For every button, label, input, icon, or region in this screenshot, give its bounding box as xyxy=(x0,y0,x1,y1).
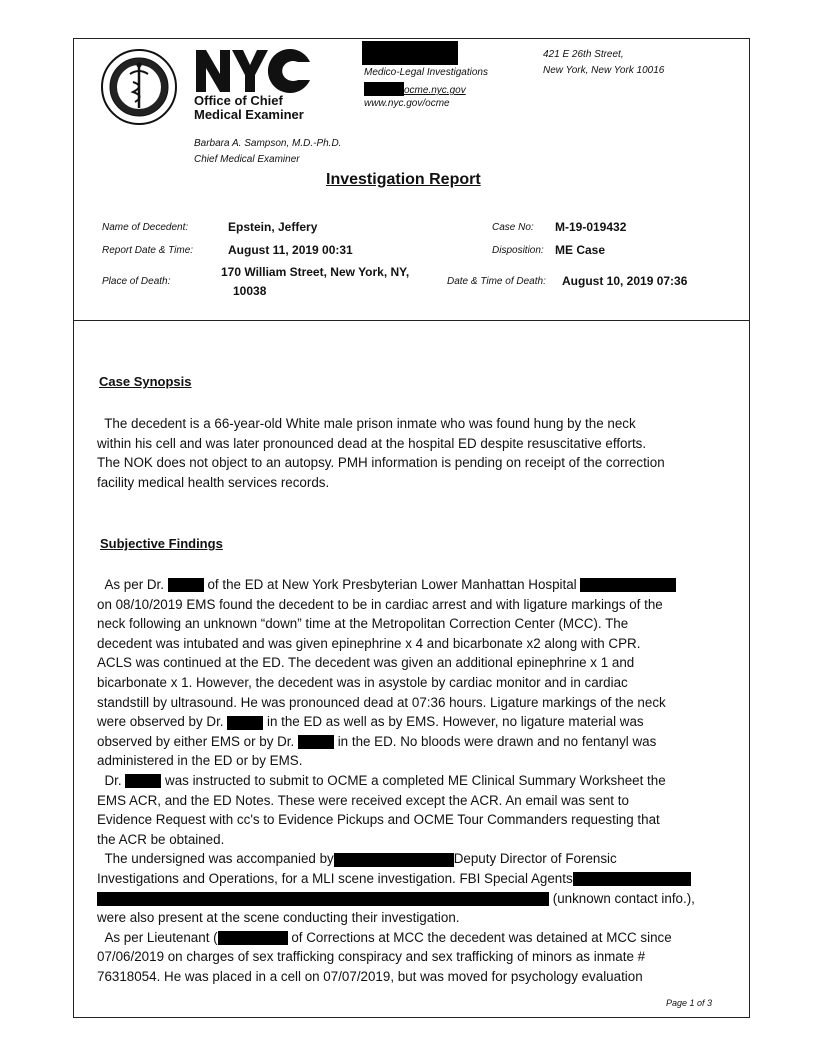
findings-line: 76318054. He was placed in a cell on 07/07/2019, but was moved for psychology evaluation xyxy=(97,968,643,984)
text-run: The undersigned was accompanied by xyxy=(104,851,334,867)
name-label: Name of Decedent: xyxy=(102,222,189,233)
redaction-block xyxy=(573,872,691,886)
text-run: As per Lieutenant ( xyxy=(104,929,218,945)
name-value: Epstein, Jeffery xyxy=(228,220,318,234)
disposition-value: ME Case xyxy=(555,243,606,257)
death-value: August 10, 2019 07:36 xyxy=(562,274,688,288)
text-run: (unknown contact info.), xyxy=(552,890,695,906)
redaction-block xyxy=(334,853,454,867)
report-date-value: August 11, 2019 00:31 xyxy=(228,243,353,257)
findings-line xyxy=(97,869,742,889)
redaction-block xyxy=(298,735,334,749)
findings-line: 07/06/2019 on charges of sex trafficking conspiracy and sex trafficking of minors as inmate # xyxy=(97,949,646,965)
redaction-block xyxy=(580,578,676,592)
place-value-line1: 170 William Street, New York, NY, xyxy=(221,265,410,279)
disposition-label: Disposition: xyxy=(492,245,544,256)
synopsis-line: facility medical health services records. xyxy=(97,474,330,490)
synopsis-line: The NOK does not object to an autopsy. PMH information is pending on receipt of the correction xyxy=(97,455,665,471)
findings-line: ACLS was continued at the ED. The decedent was given an additional epinephrine x 1 and xyxy=(97,655,635,671)
agency-name-line1: Office of Chief xyxy=(194,93,283,108)
email-suffix[interactable]: ocme.nyc.gov xyxy=(404,85,466,96)
text-run: was instructed to submit to OCME a completed ME Clinical Summary Worksheet the xyxy=(165,772,666,788)
text-run: As per Dr. xyxy=(104,577,164,592)
findings-line xyxy=(97,712,742,732)
text-run: were observed by Dr. xyxy=(97,714,224,730)
nyc-logo xyxy=(194,48,312,94)
division-name: Medico-Legal Investigations xyxy=(364,67,488,78)
findings-line: bicarbonate x 1. However, the decedent was in asystole by cardiac monitor and in cardiac xyxy=(97,674,628,690)
text-run: of Corrections at MCC the decedent was detained at MCC since xyxy=(291,929,672,945)
findings-line xyxy=(97,928,742,948)
address-line2: New York, New York 10016 xyxy=(543,65,665,76)
chief-name: Barbara A. Sampson, M.D.-Ph.D. xyxy=(194,138,342,149)
findings-line: standstill by ultrasound. He was pronounced dead at 07:36 hours. Ligature markings of the neck xyxy=(97,694,666,710)
text-run: of the ED at New York Presbyterian Lower Manhattan Hospital xyxy=(207,577,577,592)
agency-name-line2: Medical Examiner xyxy=(194,107,304,122)
text-run: in the ED. No bloods were drawn and no fentanyl was xyxy=(337,733,657,749)
text-run: in the ED as well as by EMS. However, no ligature material was xyxy=(267,714,644,730)
findings-line: neck following an unknown “down” time at the Metropolitan Correction Center (MCC). The xyxy=(97,616,629,632)
findings-line: on 08/10/2019 EMS found the decedent to be in cardiac arrest and with ligature markings of the xyxy=(97,596,663,612)
redaction-block xyxy=(125,774,161,788)
findings-line xyxy=(97,732,742,752)
ocme-seal-icon xyxy=(100,48,178,126)
place-value-line2: 10038 xyxy=(233,284,267,298)
findings-body xyxy=(97,575,742,986)
text-run: Investigations and Operations, for a MLI scene investigation. FBI Special Agents xyxy=(97,870,573,886)
redaction-block xyxy=(364,82,404,96)
place-label: Place of Death: xyxy=(102,276,171,287)
redaction-block xyxy=(227,716,263,730)
redaction-block xyxy=(218,931,288,945)
text-run: observed by either EMS or by Dr. xyxy=(97,733,295,749)
synopsis-line: within his cell and was later pronounced dead at the hospital ED despite resuscitative efforts. xyxy=(97,435,647,451)
findings-line: administered in the ED or by EMS. xyxy=(97,753,303,769)
synopsis-line: The decedent is a 66-year-old White male prison inmate who was found hung by the neck xyxy=(97,416,636,431)
page-number: Page 1 of 3 xyxy=(666,998,713,1008)
text-run: Dr. xyxy=(104,772,122,788)
case-value: M-19-019432 xyxy=(555,220,627,234)
findings-line: decedent was intubated and was given epinephrine x 4 and bicarbonate x2 along with CPR. xyxy=(97,635,641,651)
findings-line xyxy=(97,575,742,595)
findings-line: the ACR be obtained. xyxy=(97,831,225,847)
synopsis-body xyxy=(97,414,737,492)
findings-heading: Subjective Findings xyxy=(100,536,223,551)
email-line xyxy=(364,80,466,95)
redaction-block xyxy=(168,578,204,592)
redaction-block xyxy=(362,41,458,65)
chief-title: Chief Medical Examiner xyxy=(194,154,300,165)
text-run: Deputy Director of Forensic xyxy=(453,851,617,867)
address-line1: 421 E 26th Street, xyxy=(543,49,624,60)
death-label: Date & Time of Death: xyxy=(447,276,546,287)
findings-line: were also present at the scene conducting their investigation. xyxy=(97,910,460,926)
findings-line: EMS ACR, and the ED Notes. These were received except the ACR. An email was sent to xyxy=(97,792,629,808)
findings-line xyxy=(97,849,742,869)
findings-line xyxy=(97,771,742,791)
findings-line: Evidence Request with cc's to Evidence Pickups and OCME Tour Commanders requesting that xyxy=(97,812,660,828)
report-title: Investigation Report xyxy=(326,171,481,188)
redaction-block xyxy=(97,892,549,906)
header-divider xyxy=(73,320,750,321)
report-date-label: Report Date & Time: xyxy=(102,245,194,256)
synopsis-heading: Case Synopsis xyxy=(99,374,192,389)
website-link[interactable]: www.nyc.gov/ocme xyxy=(364,98,450,109)
case-label: Case No: xyxy=(492,222,534,233)
findings-line xyxy=(97,889,742,909)
